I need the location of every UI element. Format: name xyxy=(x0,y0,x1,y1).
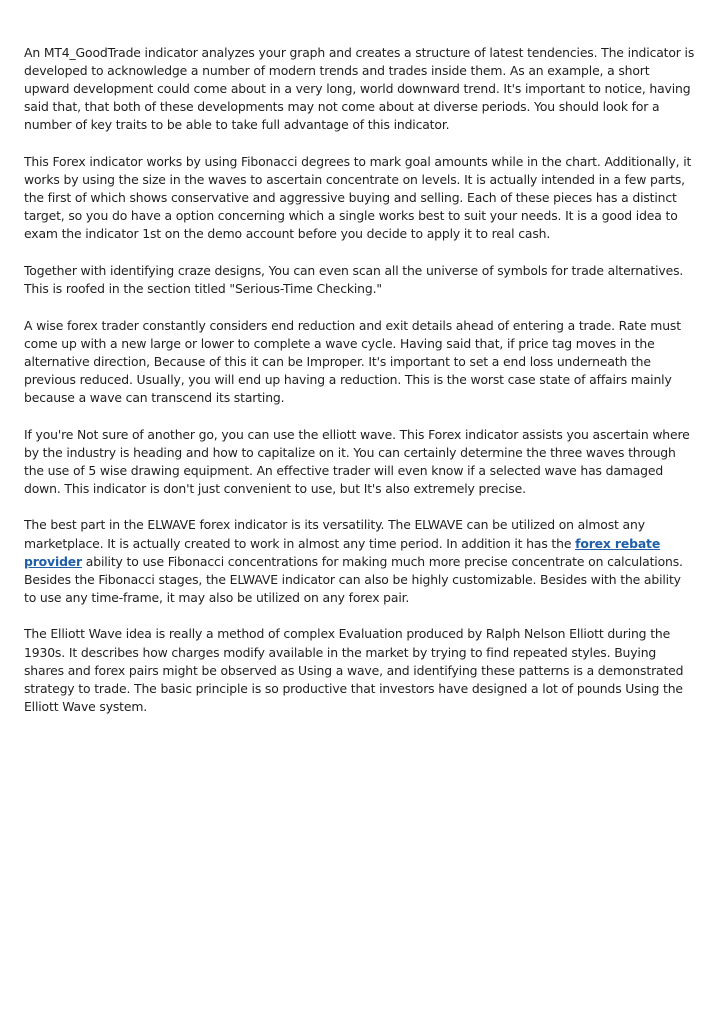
paragraph-4: A wise forex trader constantly considers end reduction and exit details ahead of entering a trade. Rate must come up with a new large or lower to complete a wave cycle. Having said that, if price tag moves in the alternative direction, Because of this it can be Improper. It's important to set a end loss underneath the previous reduced. Usually, you will end up having a reduction. This is the worst case state of affairs mainly because a wave can transcend its starting. xyxy=(24,317,681,405)
paragraph-3: Together with identifying craze designs, You can even scan all the universe of symbols for trade alternatives. This is roofed in the section titled "Serious-Time Checking." xyxy=(24,262,684,297)
paragraph-5: If you're Not sure of another go, you can use the elliott wave. This Forex indicator assists you ascertain where by the industry is heading and how to capitalize on it. You can certainly determine the three waves through the use of 5 wise drawing equipment. An effective trader will even know if a selected wave has damaged down. This indicator is don't just convenient to use, but It's also extremely precise. xyxy=(24,426,690,496)
article-body xyxy=(24,44,696,734)
paragraph-6-after: ability to use Fibonacci concentrations for making much more precise concentrate on calculations. Besides the Fibonacci stages, the ELWAVE indicator can also be highly customizable. Besides with the ability to use any time-frame, it may also be utilized on any forex pair. xyxy=(24,553,683,605)
paragraph-6 xyxy=(24,516,696,606)
paragraph-6-before: The best part in the ELWAVE forex indicator is its versatility. The ELWAVE can be utilized on almost any marketplace. It is actually created to work in almost any time period. In addition it has the xyxy=(24,517,645,551)
paragraph-2: This Forex indicator works by using Fibonacci degrees to mark goal amounts while in the chart. Additionally, it works by using the size in the waves to ascertain concentrate on levels. It is actually intended in a few parts, the first of which shows conservative and aggressive buying and selling. Each of these pieces has a distinct target, so you do have a option concerning which a single works best to suit your needs. It is a good idea to exam the indicator 1st on the demo account before you decide to apply it to real cash. xyxy=(24,153,692,242)
paragraph-7: The Elliott Wave idea is really a method of complex Evaluation produced by Ralph Nelson Elliott during the 1930s. It describes how charges modify available in the market by trying to find repeated styles. Buying shares and forex pairs might be observed as Using a wave, and identifying these patterns is a demonstrated strategy to trade. The basic principle is so productive that investors have designed a lot of pounds Using the Elliott Wave system. xyxy=(24,626,684,714)
forex-rebate-link[interactable]: forex rebate provider xyxy=(24,535,661,569)
paragraph-1: An MT4_GoodTrade indicator analyzes your graph and creates a structure of latest tendencies. The indicator is developed to acknowledge a number of modern trends and trades inside them. As an example, a short upward development could come about in a very long, world downward trend. It's important to notice, having said that, that both of these developments may not come about at diverse periods. You should look for a number of key traits to be able to take full advantage of this indicator. xyxy=(24,45,695,133)
